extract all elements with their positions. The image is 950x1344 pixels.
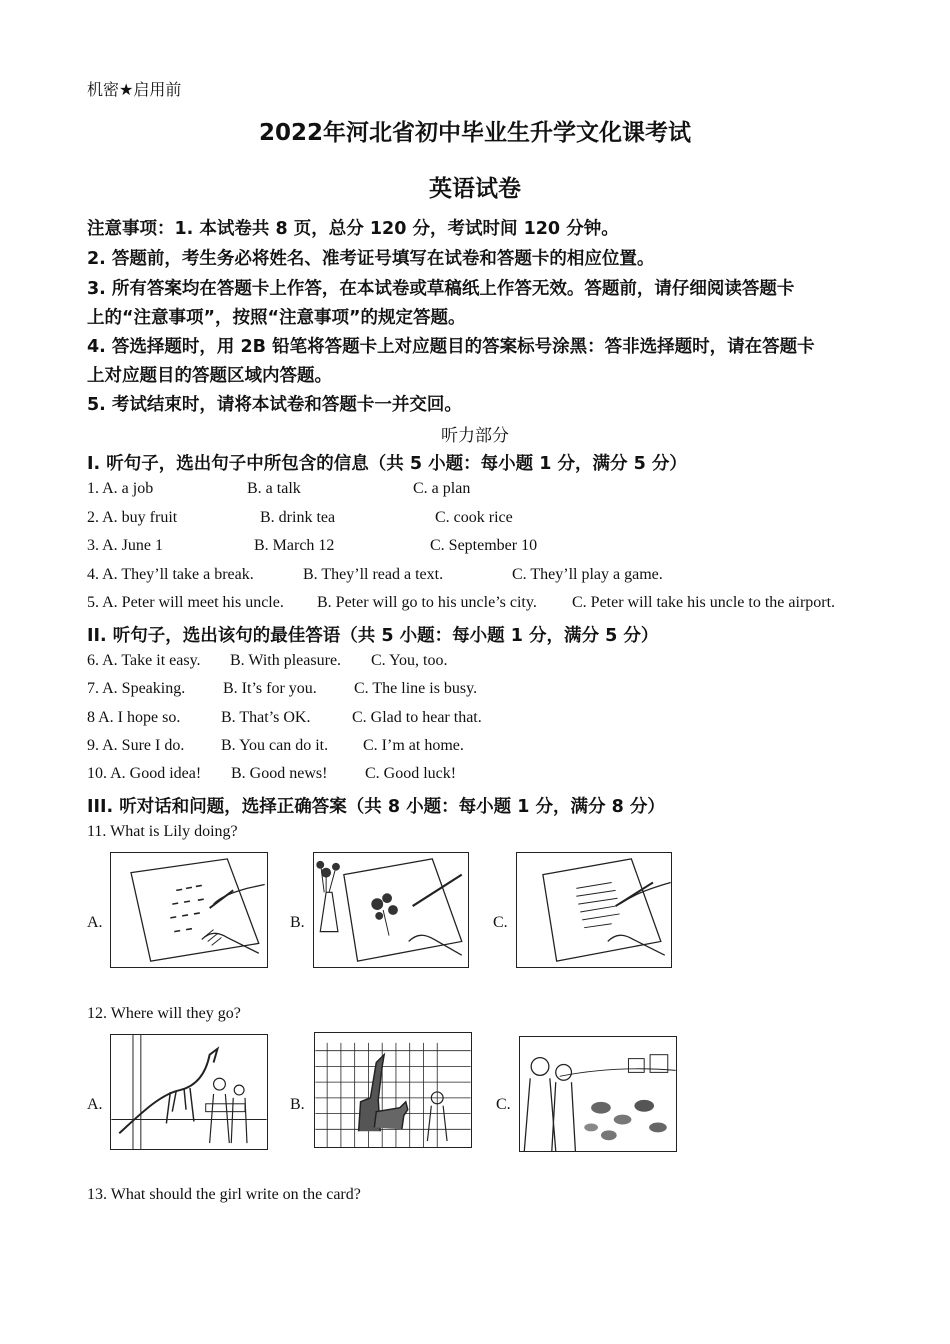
q11-picture-c <box>516 852 672 968</box>
option-a: 10. A. Good idea! <box>87 765 202 782</box>
option-a: 8 A. I hope so. <box>87 709 181 726</box>
option-c: C. Good luck! <box>365 765 457 782</box>
zoo-giraffe-zebra-illustration <box>315 1033 471 1147</box>
option-b: B. That’s OK. <box>221 709 311 726</box>
option-a: 9. A. Sure I do. <box>87 737 185 754</box>
note-line-6: 上对应题目的答题区域内答题。 <box>87 366 332 386</box>
note-line-4: 上的“注意事项”，按照“注意事项”的规定答题。 <box>87 308 466 328</box>
option-a: 6. A. Take it easy. <box>87 652 201 669</box>
option-c: C. a plan <box>413 480 471 497</box>
note-line-7: 5. 考试结束时，请将本试卷和答题卡一并交回。 <box>87 395 462 415</box>
note-line-2: 2. 答题前，考生务必将姓名、准考证号填写在试卷和答题卡的相应位置。 <box>87 249 655 269</box>
q11-label-a: A. <box>87 914 103 931</box>
option-b: B. It’s for you. <box>223 680 317 697</box>
option-a: 1. A. a job <box>87 480 154 497</box>
exam-subtitle: 英语试卷 <box>429 176 521 202</box>
q11-label-b: B. <box>290 914 305 931</box>
option-b: B. Good news! <box>231 765 328 782</box>
note-line-3: 3. 所有答案均在答题卡上作答，在本试卷或草稿纸上作答无效。答题前，请仔细阅读答题卡 <box>87 279 795 299</box>
option-b: B. With pleasure. <box>230 652 342 669</box>
option-a: 2. A. buy fruit <box>87 509 178 526</box>
part3-heading: III. 听对话和问题，选择正确答案（共 8 小题：每小题 1 分，满分 8 分） <box>87 797 665 817</box>
q12-picture-c <box>519 1036 677 1152</box>
part2-heading: II. 听句子，选出该句的最佳答语（共 5 小题：每小题 1 分，满分 5 分） <box>87 626 659 646</box>
note-line-1: 注意事项：1. 本试卷共 8 页，总分 120 分，考试时间 120 分钟。 <box>87 219 619 239</box>
option-c: C. They’ll play a game. <box>512 566 663 583</box>
museum-dinosaur-skeleton-illustration <box>111 1035 267 1149</box>
part1-heading: Ⅰ. 听句子，选出句子中所包含的信息（共 5 小题：每小题 1 分，满分 5 分） <box>87 454 687 474</box>
q11-label-c: C. <box>493 914 508 931</box>
question-12-text: 12. Where will they go? <box>87 1005 241 1022</box>
option-a: 3. A. June 1 <box>87 537 163 554</box>
option-b: B. drink tea <box>260 509 336 526</box>
question-13-text: 13. What should the girl write on the card? <box>87 1186 361 1203</box>
q12-label-b: B. <box>290 1096 305 1113</box>
option-b: B. They’ll read a text. <box>303 566 444 583</box>
drawing-sheet-music-illustration <box>111 853 267 967</box>
option-c: C. Peter will take his uncle to the airport. <box>572 594 836 611</box>
option-c: C. Glad to hear that. <box>352 709 482 726</box>
option-c: C. The line is busy. <box>354 680 478 697</box>
option-c: C. cook rice <box>435 509 513 526</box>
option-c: C. You, too. <box>371 652 448 669</box>
q12-picture-a <box>110 1034 268 1150</box>
confidential-mark: 机密★启用前 <box>87 80 182 99</box>
option-b: B. a talk <box>247 480 301 497</box>
option-a: 4. A. They’ll take a break. <box>87 566 254 583</box>
q12-label-a: A. <box>87 1096 103 1113</box>
farm-animals-illustration <box>520 1037 676 1151</box>
exam-title: 2022年河北省初中毕业生升学文化课考试 <box>258 120 691 146</box>
option-c: C. I’m at home. <box>363 737 464 754</box>
q12-picture-b <box>314 1032 472 1148</box>
question-11-text: 11. What is Lily doing? <box>87 823 238 840</box>
section-title: 听力部分 <box>441 426 509 446</box>
drawing-flower-picture-illustration <box>314 853 468 967</box>
option-b: B. Peter will go to his uncle’s city. <box>317 594 537 611</box>
q12-label-c: C. <box>496 1096 511 1113</box>
option-a: 7. A. Speaking. <box>87 680 186 697</box>
option-b: B. March 12 <box>254 537 335 554</box>
option-c: C. September 10 <box>430 537 538 554</box>
option-a: 5. A. Peter will meet his uncle. <box>87 594 284 611</box>
note-line-5: 4. 答选择题时，用 2B 铅笔将答题卡上对应题目的答案标号涂黑：答非选择题时，请在答题卡 <box>87 337 815 357</box>
drawing-writing-letter-illustration <box>517 853 671 967</box>
option-b: B. You can do it. <box>221 737 329 754</box>
q11-picture-b <box>313 852 469 968</box>
q11-picture-a <box>110 852 268 968</box>
